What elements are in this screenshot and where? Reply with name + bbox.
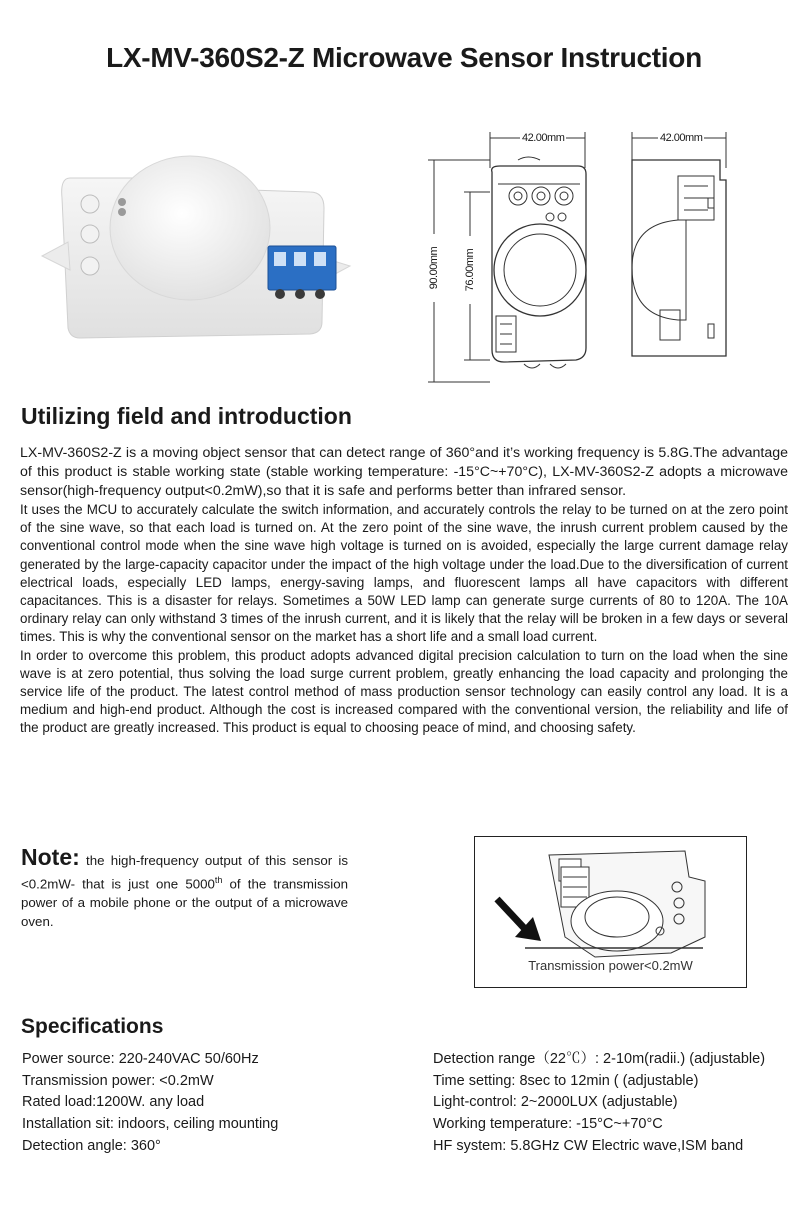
dim-height-inner: 76.00mm [464,236,476,304]
intro-paragraph: It uses the MCU to accurately calculate the switch information, and accurately controls the relay to be turned on at the zero point of the sine wave, so that each load is turned on. At the zero point of the sine wave, the inrush current problem caused by the conventional control mode when the sine wave high voltage is turned on is avoided, especially the large current damage relay generated by the large-capacity capacitor under the impact of the high voltage under the load.Due to the diversification of current electrical loads, especially LED lamps, energy-saving lamps, and fluorescent lamps all have capacitors with different capacitances. This is a disaster for relays. Sometimes a 50W LED lamp can generate surge currents of 80 to 120A. The 10A ordinary relay can only withstand 3 times of the inrush current, and it is likely that the relay will be broken in a few days or several times. This is why the conventional sensor on the market has a short life and a small load current. [20,502,788,645]
dim-width-side: 42.00mm [660,132,703,144]
spec-item: Detection angle: 360° [22,1137,161,1154]
intro-paragraph: LX-MV-360S2-Z is a moving object sensor that can detect range of 360°and it’s working frequency is 5.8G.The advantage of this product is stable working state (stable working temperature: -15°C~+70°C), LX-MV-360S2-Z adopts a microwave sensor(high-frequency output<0.2mW),so that it is safe and performs better than infrared sensor. [20,445,788,499]
dim-width-front: 42.00mm [522,132,565,144]
specs-right-column [433,1049,765,1158]
note-text-after: of the transmission power of a mobile phone or the output of a microwave oven. [21,876,348,929]
specs-left-column [22,1049,278,1158]
transmission-figure [474,836,747,988]
spec-item: Rated load:1200W. any load [22,1094,205,1111]
figure-caption: Transmission power<0.2mW [528,958,693,973]
page-title: LX-MV-360S2-Z Microwave Sensor Instruction [106,42,702,73]
note-text-before: the high-frequency output of this sensor is <0.2mW- that is just one 5000 [21,853,348,892]
note-label: Note: [21,844,80,870]
spec-item: Light-control: 2~2000LUX (adjustable) [433,1094,678,1111]
note-block [21,844,348,931]
dimension-drawing [400,120,780,388]
intro-body [20,444,788,738]
dim-height-total: 90.00mm [428,234,440,302]
spec-item: Time setting: 8sec to 12min ( (adjustable) [433,1072,699,1089]
spec-item: HF system: 5.8GHz CW Electric wave,ISM band [433,1137,744,1154]
spec-item: Working temperature: -15°C~+70°C [433,1116,663,1133]
product-photo [40,138,370,348]
intro-paragraph: In order to overcome this problem, this product adopts advanced digital precision calculation to turn on the load when the sine wave is at zero potential, thus solving the load surge current problem, greatly enhancing the load capacity and prolonging the service life of the product. The latest control method of mass production sensor technology can easily control any load. It is a medium and high-end product. Although the cost is increased compared with the conventional version, the reliability and life of the product are greatly increased. This product is equal to choosing peace of mind, and choosing safety. [20,647,788,736]
spec-item: Detection range（22℃）: 2-10m(radii.) (adjustable) [433,1051,766,1067]
specs-heading: Specifications [21,1015,164,1038]
spec-item: Installation sit: indoors, ceiling mounting [22,1116,279,1133]
spec-item: Transmission power: <0.2mW [22,1072,214,1089]
intro-heading: Utilizing field and introduction [21,403,352,429]
note-superscript: th [214,874,223,885]
spec-item: Power source: 220-240VAC 50/60Hz [22,1051,259,1067]
